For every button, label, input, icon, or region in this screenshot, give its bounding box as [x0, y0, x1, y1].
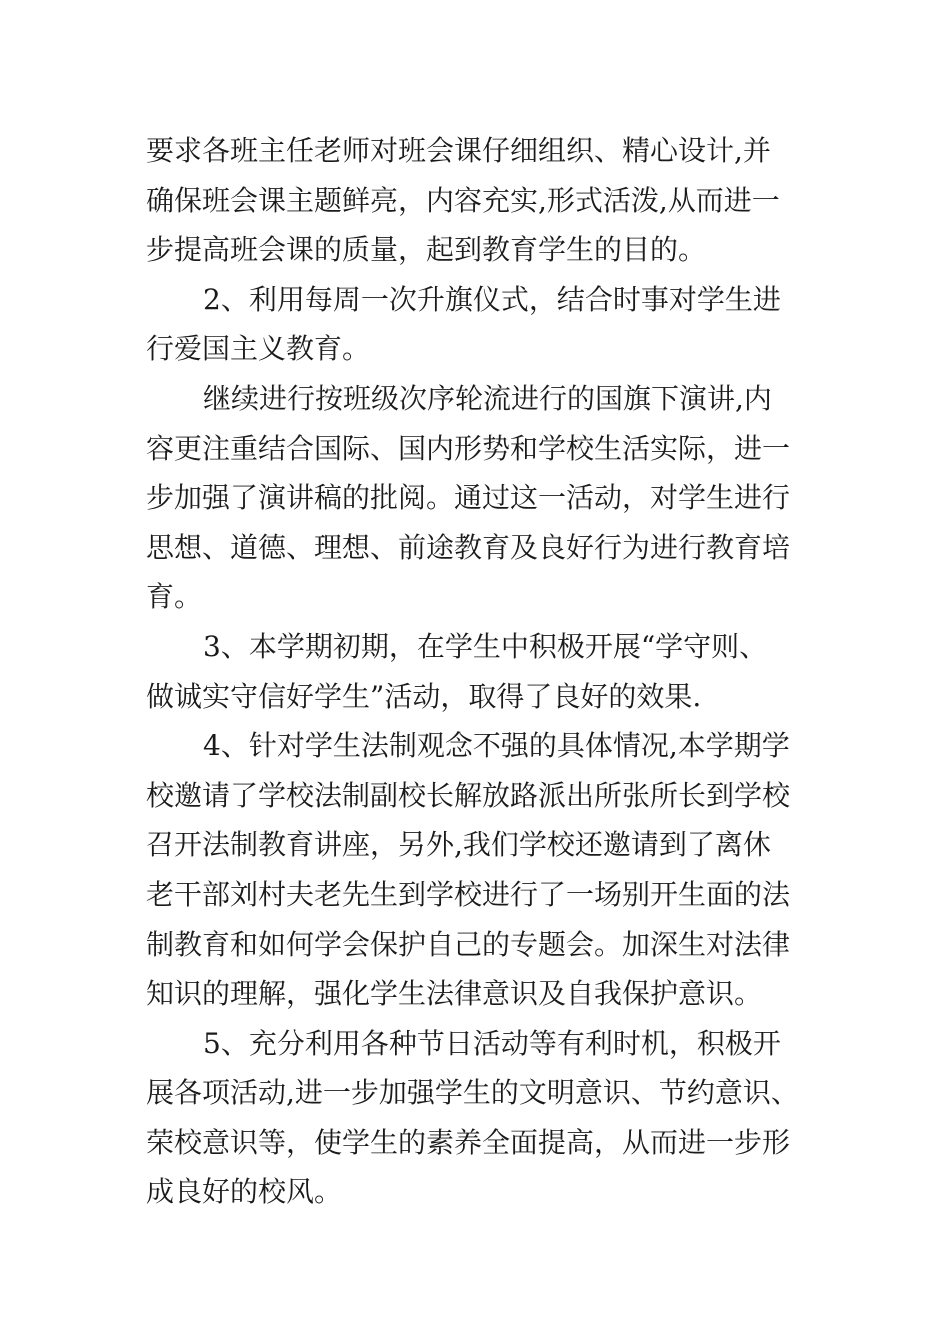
text-line: 成良好的校风。 [146, 1175, 343, 1209]
text-line: 步提高班会课的质量，起到教育学生的目的。 [146, 233, 707, 267]
text-line: 行爱国主义教育。 [146, 332, 371, 366]
document-body [146, 126, 826, 1217]
text-line: 步加强了演讲稿的批阅。通过这一活动，对学生进行 [146, 481, 791, 515]
text-line: 确保班会课主题鲜亮，内容充实,形式活泼,从而进一 [146, 183, 780, 217]
text-line: 召开法制教育讲座，另外,我们学校还邀请到了离休 [146, 828, 771, 862]
paragraph-first-line: 5、充分利用各种节日活动等有利时机，积极开 [203, 1026, 781, 1060]
paragraph-first-line: 3、本学期初期，在学生中积极开展“学守则、 [203, 629, 768, 663]
text-line: 老干部刘村夫老先生到学校进行了一场别开生面的法 [146, 877, 791, 911]
text-line: 育。 [146, 580, 203, 614]
text-line: 展各项活动,进一步加强学生的文明意识、节约意识、 [146, 1076, 799, 1110]
paragraph-first-line: 继续进行按班级次序轮流进行的国旗下演讲,内 [203, 381, 772, 415]
text-line: 做诚实守信好学生”活动，取得了良好的效果. [146, 679, 702, 713]
text-line: 荣校意识等，使学生的素养全面提高，从而进一步形 [146, 1125, 791, 1159]
text-line: 要求各班主任老师对班会课仔细组织、精心设计,并 [146, 134, 771, 167]
text-line: 知识的理解，强化学生法律意识及自我保护意识。 [146, 977, 763, 1011]
text-line: 校邀请了学校法制副校长解放路派出所张所长到学校 [146, 778, 791, 812]
text-line: 容更注重结合国际、国内形势和学校生活实际，进一 [146, 431, 791, 465]
text-line: 思想、道德、理想、前途教育及良好行为进行教育培 [146, 530, 791, 564]
paragraph-first-line: 2、利用每周一次升旗仪式，结合时事对学生进 [203, 282, 781, 316]
paragraph-first-line: 4、针对学生法制观念不强的具体情况,本学期学 [203, 729, 790, 763]
text-line: 制教育和如何学会保护自己的专题会。加深生对法律 [146, 927, 791, 961]
